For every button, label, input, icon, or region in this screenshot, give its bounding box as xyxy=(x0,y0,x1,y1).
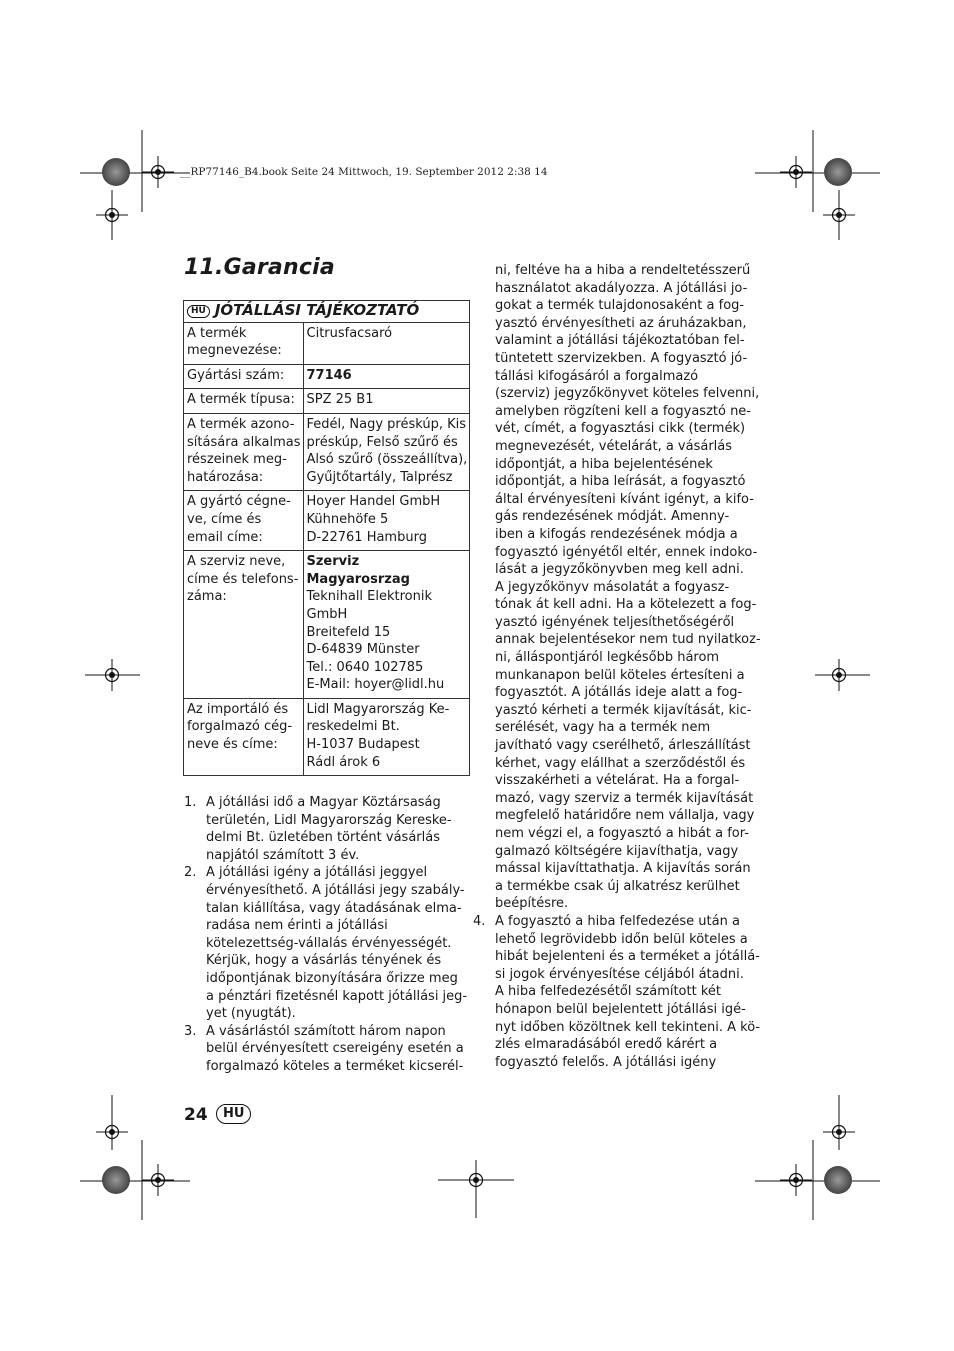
hu-badge: HU xyxy=(187,305,210,318)
row-label-line: email címe: xyxy=(187,529,263,545)
table-row xyxy=(184,364,470,389)
row-label xyxy=(184,364,304,389)
continuation-line: használatot akadályozza. A jótállási jo- xyxy=(495,280,748,296)
continuation-line: mással kijavíttathatja. A kijavítás során xyxy=(495,861,751,877)
right-column xyxy=(473,262,761,1071)
row-label xyxy=(184,413,304,490)
continuation-line: tónak át kell adni. Ha a kötelezett a fog- xyxy=(495,597,757,613)
list-line: forgalmazó köteles a terméket kicserél- xyxy=(206,1058,464,1074)
warranty-table-title: JÓTÁLLÁSI TÁJÉKOZTATÓ xyxy=(214,301,420,319)
row-label xyxy=(184,551,304,699)
list-line: területén, Lidl Magyarország Kereske- xyxy=(206,812,452,828)
row-label-line: címe és telefons- xyxy=(187,571,299,587)
row-value-line: Tel.: 0640 102785 xyxy=(306,659,424,675)
row-value-line: Alsó szűrő (összeállítva), xyxy=(306,452,468,468)
continuation-line: gokat a termék tulajdonosaként a fog- xyxy=(495,298,745,314)
row-value-line: Citrusfacsaró xyxy=(306,325,393,341)
continuation-line: yasztó érvényesítheti az áruházakban, xyxy=(495,315,747,331)
continuation-line: megfelelő határidőre nem vállalja, vagy xyxy=(495,808,755,824)
row-label-line: ve, címe és xyxy=(187,511,262,527)
continuation-line: serélését, vagy ha a termék nem xyxy=(495,720,711,736)
table-row xyxy=(184,322,470,364)
continuation-line: időpontját, a hiba bejelentésének xyxy=(495,456,713,472)
table-row xyxy=(184,389,470,414)
list-line: A fogyasztó a hiba felfedezése után a xyxy=(495,913,740,929)
list-line: nyt időben közöltnek kell tekinteni. A kö- xyxy=(495,1019,761,1035)
continuation-line: fogyasztót. A jótállás ideje alatt a fog- xyxy=(495,685,743,701)
list-line: A jótállási idő a Magyar Köztársaság xyxy=(206,795,441,810)
table-row xyxy=(184,698,470,775)
row-value-line: Gyűjtőtartály, Talprész xyxy=(306,469,453,485)
continuation-line: galmazó költségére kijavíthatja, vagy xyxy=(495,843,739,859)
row-value xyxy=(303,322,470,364)
row-label-line: A szerviz neve, xyxy=(187,554,286,570)
continuation-line: yasztó kérheti a termék kijavítását, kic- xyxy=(495,702,752,718)
registration-disk-icon xyxy=(824,1166,852,1194)
continuation-line: tállási kifogásáról a forgalmazó xyxy=(495,368,699,384)
row-value-line: H-1037 Budapest xyxy=(306,737,420,753)
continuation-line: iben a kifogás rendezésének módja a xyxy=(495,526,738,542)
continuation-line: ni, feltéve ha a hiba a rendeltetésszerű xyxy=(495,263,751,278)
row-value-line: reskedelmi Bt. xyxy=(306,719,400,735)
running-head: __RP77146_B4.book Seite 24 Mittwoch, 19. September 2012 2:38 14 xyxy=(180,166,548,178)
continuation-line: vét, címét, a fogyasztási cikk (termék) xyxy=(495,421,746,437)
continuation-line: kérhet, vagy elállhat a szerződéstől és xyxy=(495,755,746,771)
row-label xyxy=(184,698,304,775)
row-value-line: Fedél, Nagy préskúp, Kis xyxy=(306,416,467,432)
registration-disk-icon xyxy=(102,158,130,186)
row-label-line: megnevezése: xyxy=(187,343,282,359)
row-label-line: Az importáló és xyxy=(187,701,289,717)
row-label-line: Gyártási szám: xyxy=(187,367,285,383)
continuation-line: nem végzi el, a fogyasztó a hibát a for- xyxy=(495,826,749,841)
list-line: fogyasztó felelős. A jótállási igény xyxy=(495,1054,717,1070)
continuation-line: A jegyzőkönyv másolatát a fogyasz- xyxy=(495,579,730,595)
row-value xyxy=(303,364,470,389)
row-label-line: A termék azono- xyxy=(187,416,295,432)
list-line: érvényesíthető. A jótállási jegy szabály- xyxy=(206,882,465,898)
row-label-line: A termék xyxy=(187,325,247,341)
row-value-line: Szerviz xyxy=(306,554,360,570)
row-value xyxy=(303,413,470,490)
list-line: hónapon belül bejelentett jótállási igé- xyxy=(495,1001,746,1017)
continuation-line: tüntetett szervizekben. A fogyasztó jó- xyxy=(495,350,748,366)
row-label-line: záma: xyxy=(187,589,227,605)
continuation-line: javítható vagy cserélhető, árleszállítást xyxy=(495,738,751,754)
list-item xyxy=(184,1023,464,1076)
list-line: hibát bejelenteni és a terméket a jótállá- xyxy=(495,949,760,965)
list-line: si jogok érvényesítése céljából átadni. xyxy=(495,966,744,982)
continuation-line: valamint a jótállási tájékoztatóban fel- xyxy=(495,333,745,349)
row-value-line: Rádl árok 6 xyxy=(306,754,381,770)
list-line: kötelezettség-vállalás érvényességét. xyxy=(206,935,452,951)
row-value-line: SPZ 25 B1 xyxy=(306,392,374,408)
continuation-line: visszakérheti a vételárat. Ha a forgal- xyxy=(495,773,740,789)
list-line: napjától számított 3 év. xyxy=(206,847,360,863)
continuation-line: yasztó igényének teljesíthetőségéről xyxy=(495,614,735,630)
list-number: 2. xyxy=(184,865,197,881)
list-line: talan kiállítása, vagy átadásának elma- xyxy=(206,900,462,916)
row-value xyxy=(303,551,470,699)
continuation-line: mazó, vagy szerviz a termék kijavítását xyxy=(495,790,754,806)
list-line: Kérjük, hogy a vásárlás tényének és xyxy=(206,953,442,969)
list-line: yet (nyugtát). xyxy=(206,1006,296,1022)
continuation-line: gás rendezésének módját. Amenny- xyxy=(495,509,730,525)
list-item xyxy=(184,864,468,1022)
continuation-line: megnevezését, vételárát, a vásárlás xyxy=(495,438,733,454)
list-line: radása nem érinti a jótállási xyxy=(206,918,388,934)
row-label xyxy=(184,491,304,551)
row-label-line: sítására alkalmas xyxy=(187,434,301,450)
row-value-line: Teknihall Elektronik xyxy=(306,589,433,605)
continuation-line: beépítésre. xyxy=(495,896,569,912)
row-label-line: neve és címe: xyxy=(187,737,278,753)
table-row xyxy=(184,491,470,551)
list-line: delmi Bt. üzletében történt vásárlás xyxy=(206,830,440,846)
row-value-line: Hoyer Handel GmbH xyxy=(306,494,441,510)
warranty-table-heading xyxy=(184,301,470,323)
page-number: 24 xyxy=(184,1105,208,1125)
row-value-line: D-64839 Münster xyxy=(306,642,420,658)
row-value-line: Breitefeld 15 xyxy=(306,624,391,640)
row-label-line: forgalmazó cég- xyxy=(187,719,293,735)
continuation-line: időpontját, a hiba leírását, a fogyasztó xyxy=(495,474,746,490)
list-line: A jótállási igény a jótállási jeggyel xyxy=(206,865,428,881)
list-line: belül érvényesített csereigény esetén a xyxy=(206,1041,464,1057)
language-badge: HU xyxy=(216,1104,251,1124)
row-value-line: 77146 xyxy=(306,367,352,383)
continuation-line: fogyasztó igényétől eltér, ennek indoko- xyxy=(495,544,758,560)
list-line: a pénztári fizetésnél kapott jótállási jeg- xyxy=(206,988,468,1004)
row-value-line: Lidl Magyarország Ke- xyxy=(306,701,450,717)
continuation-line: a termékbe csak új alkatrész kerülhet xyxy=(495,878,740,894)
row-value-line: Kühnehöfe 5 xyxy=(306,511,389,527)
list-line: A vásárlástól számított három napon xyxy=(206,1023,446,1039)
row-label xyxy=(184,389,304,414)
row-value-line: D-22761 Hamburg xyxy=(306,529,427,545)
warranty-info-table xyxy=(183,300,470,776)
continuation-line: által érvényesíteni kívánt igényt, a kifo- xyxy=(495,491,754,507)
continuation-line: (szerviz) jegyzőkönyvet köteles felvenni, xyxy=(495,386,760,402)
continuation-line: amelyben rögzíteni kell a fogyasztó ne- xyxy=(495,403,752,419)
section-title: 11.Garancia xyxy=(184,255,335,280)
table-row xyxy=(184,413,470,490)
row-label-line: A gyártó cégne- xyxy=(187,494,291,510)
row-label-line: határozása: xyxy=(187,469,264,485)
row-label xyxy=(184,322,304,364)
list-line: időpontjának bizonyítására őrizze meg xyxy=(206,970,458,986)
continuation-line: ni, álláspontjáról legkésőbb három xyxy=(495,650,720,666)
row-value-line: E-Mail: hoyer@lidl.hu xyxy=(306,677,445,693)
row-value xyxy=(303,698,470,775)
row-label-line: A termék típusa: xyxy=(187,392,295,408)
continuation-line: lását a jegyzőkönyvben meg kell adni. xyxy=(495,562,744,578)
list-number: 1. xyxy=(184,795,197,810)
row-label-line: részeinek meg- xyxy=(187,452,287,468)
row-value xyxy=(303,389,470,414)
list-item xyxy=(184,794,464,864)
list-number: 3. xyxy=(184,1023,197,1039)
list-line: lehető legrövidebb időn belül köteles a xyxy=(495,931,748,947)
list-item xyxy=(473,913,761,1071)
registration-disk-icon xyxy=(824,158,852,186)
warranty-terms-list xyxy=(184,794,468,1076)
table-row xyxy=(184,551,470,699)
row-value xyxy=(303,491,470,551)
warranty-terms-list-continued xyxy=(473,913,761,1071)
registration-disk-icon xyxy=(102,1166,130,1194)
continuation-line: munkanapon belül köteles értesíteni a xyxy=(495,667,745,683)
list-line: A hiba felfedezésétől számított két xyxy=(495,984,722,1000)
row-value-line: préskúp, Felső szűrő és xyxy=(306,434,458,450)
list-line: zlés elmaradásából eredő kárért a xyxy=(495,1037,718,1053)
row-value-line: Magyarosrzag xyxy=(306,571,410,587)
continuation-line: annak bejelentésekor nem tud nyilatkoz- xyxy=(495,632,761,648)
row-value-line: GmbH xyxy=(306,606,348,622)
list-number: 4. xyxy=(473,913,486,929)
